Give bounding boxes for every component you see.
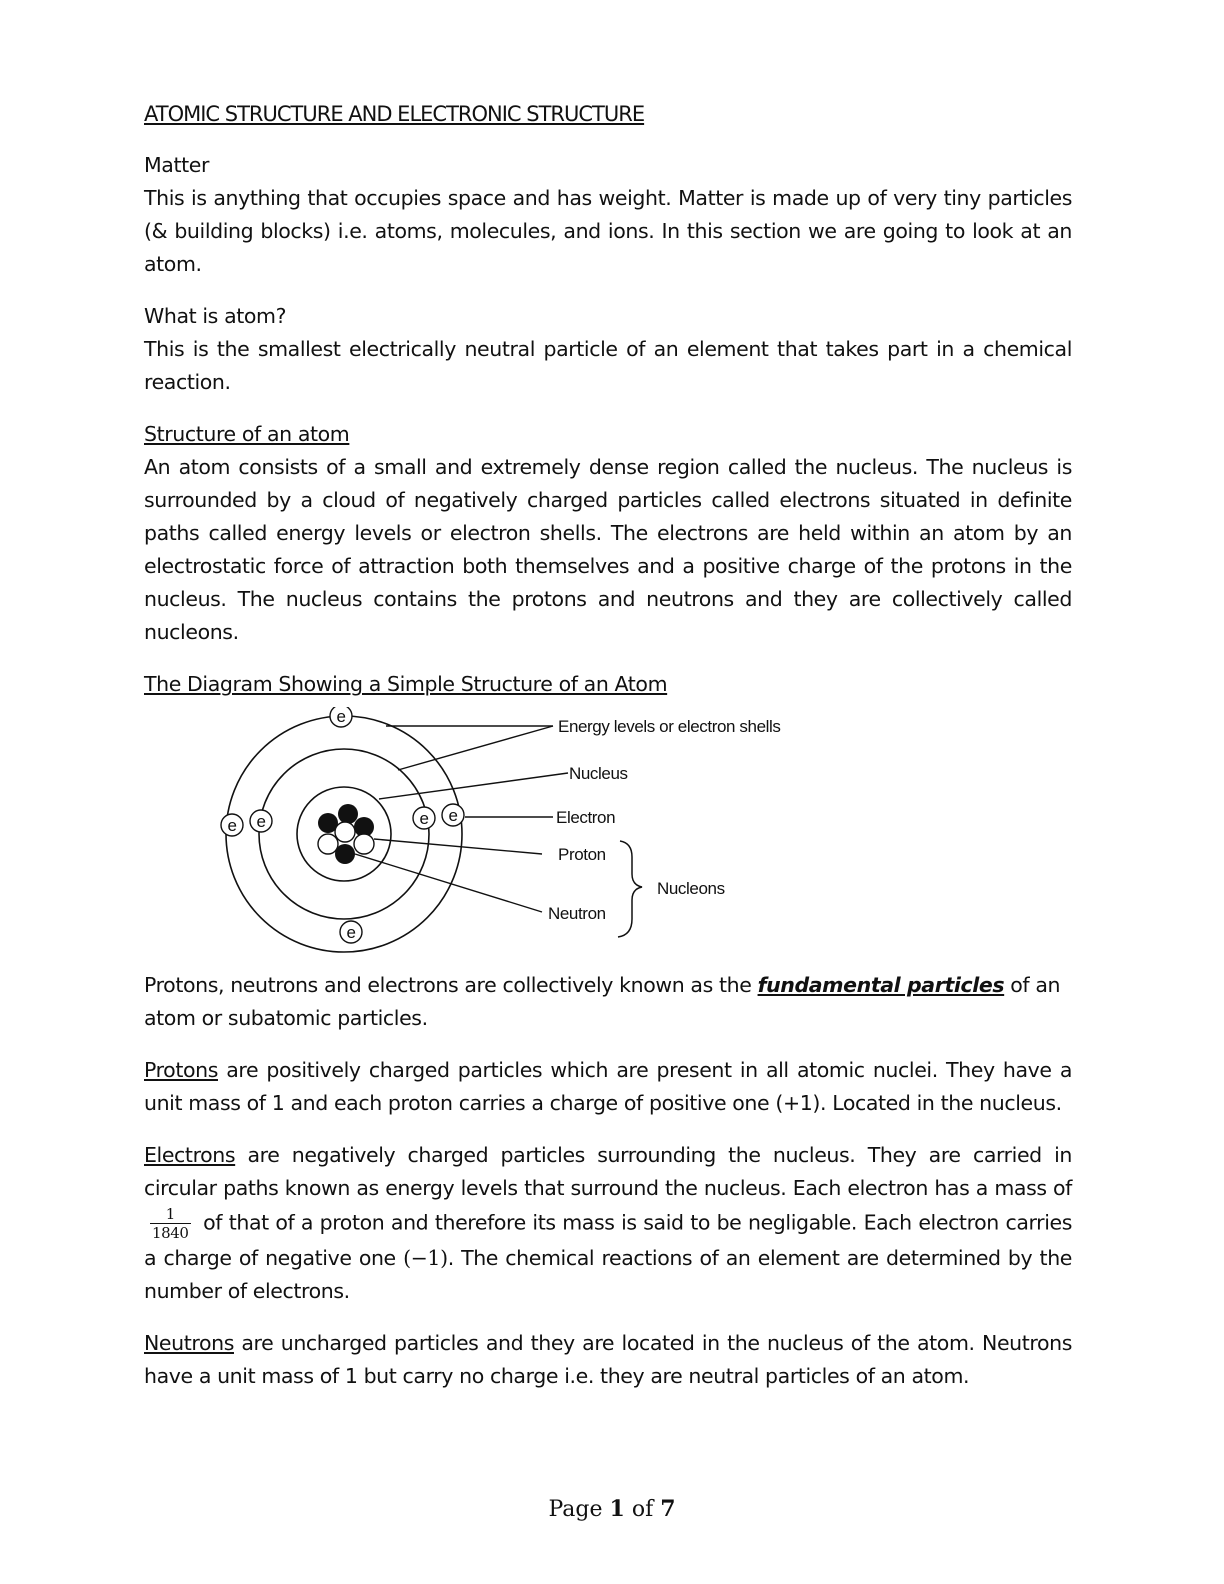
- nucleons-brace: [618, 841, 642, 937]
- structure-heading: Structure of an atom: [144, 422, 350, 446]
- svg-text:e: e: [227, 816, 237, 835]
- charge-value: (−1): [403, 1246, 448, 1270]
- electron-label: Electron: [556, 808, 616, 827]
- protons-term: Protons: [144, 1058, 218, 1082]
- electron-right-outer: [442, 804, 464, 826]
- what-is-atom-heading: What is atom?: [144, 304, 287, 328]
- electrons-term: Electrons: [144, 1143, 236, 1167]
- protons-paragraph: Protons are positively charged particles which are present in all atomic nuclei. They have a unit mass of 1 and each proton carries a charge of positive one (+1). Located in the nucleus.: [144, 1058, 1072, 1115]
- neutrons-term: Neutrons: [144, 1331, 234, 1355]
- neutron-label: Neutron: [548, 904, 606, 923]
- page-title: ATOMIC STRUCTURE AND ELECTRONIC STRUCTURE: [144, 102, 645, 126]
- electron-top: [330, 707, 352, 727]
- electron-left-outer: [221, 814, 243, 836]
- electron-bottom: [340, 921, 362, 943]
- fundamental-paragraph: Protons, neutrons and electrons are collectively known as the fundamental particles of an atom or subatomic particles.: [144, 973, 1061, 1030]
- nucleus-cluster: [318, 804, 374, 864]
- total-pages: 7: [660, 1496, 676, 1522]
- proton-particle: [338, 804, 358, 824]
- page-footer: Page 1 of 7: [548, 1496, 676, 1522]
- energy-levels-label: Energy levels or electron shells: [558, 717, 781, 736]
- svg-text:e: e: [346, 923, 356, 942]
- electron-left-inner: [250, 810, 272, 832]
- leader-line: [398, 726, 553, 770]
- diagram-heading: The Diagram Showing a Simple Structure of an Atom: [144, 672, 668, 696]
- proton-particle: [335, 844, 355, 864]
- leader-line: [355, 854, 542, 912]
- neutron-particle: [318, 834, 338, 854]
- fundamental-particles-term: fundamental particles: [757, 973, 1005, 997]
- what-is-atom-paragraph: This is the smallest electrically neutral particle of an element that takes part in a chemical reaction.: [144, 337, 1072, 394]
- atom-diagram: [218, 707, 838, 957]
- electron-right-inner: [413, 807, 435, 829]
- matter-paragraph: This is anything that occupies space and has weight. Matter is made up of very tiny particles (& building blocks) i.e. atoms, molecules, and ions. In this section we are going to look at an atom.: [144, 186, 1072, 276]
- leader-line: [374, 839, 542, 854]
- svg-text:e: e: [448, 806, 458, 825]
- structure-paragraph: An atom consists of a small and extremely dense region called the nucleus. The nucleus is surrounded by a cloud of negatively charged particles called electrons situated in definite paths called energy levels or electron shells. The electrons are held within an atom by an electrostatic force of attraction both themselves and a positive charge of the protons in the nucleus. The nucleus contains the protons and neutrons and they are collectively called nucleons.: [144, 455, 1072, 644]
- neutron-particle: [354, 834, 374, 854]
- nucleus-label: Nucleus: [569, 764, 628, 783]
- svg-text:e: e: [419, 809, 429, 828]
- current-page-number: 1: [609, 1496, 625, 1522]
- nucleons-label: Nucleons: [657, 879, 725, 898]
- matter-heading: Matter: [144, 153, 209, 177]
- document-body: [144, 98, 1072, 1412]
- svg-text:e: e: [336, 707, 346, 726]
- neutrons-paragraph: Neutrons are uncharged particles and they are located in the nucleus of the atom. Neutrons have a unit mass of 1 but carry no charge i.e. they are neutral particles of an atom.: [144, 1331, 1072, 1388]
- proton-label: Proton: [558, 845, 606, 864]
- neutron-particle: [335, 822, 355, 842]
- svg-text:e: e: [256, 812, 266, 831]
- mass-fraction: $\frac{1}{1840}$: [152, 1205, 189, 1242]
- electrons-paragraph: Electrons are negatively charged particles surrounding the nucleus. They are carried in circular paths known as energy levels that surround the nucleus. Each electron has a mass of $\frac{1}{1840}$ of that of a proton and therefore its mass is said to be negligable. Each electron carries a charge of negative one (−1). The chemical reactions of an element are determined by the number of electrons.: [144, 1143, 1072, 1303]
